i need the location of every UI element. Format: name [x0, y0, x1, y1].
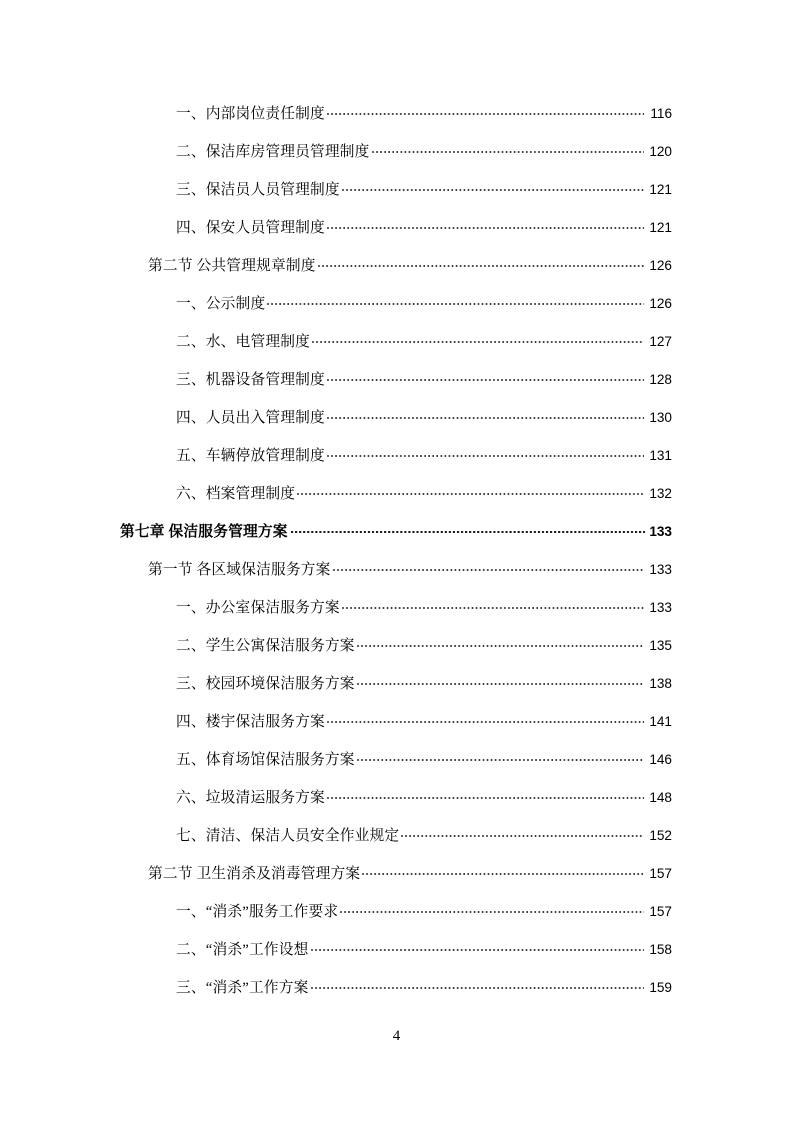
toc-entry-page-number: 121: [649, 182, 672, 197]
dot-leader: [267, 294, 644, 308]
toc-entry-item[interactable]: [120, 750, 672, 788]
dot-leader: [311, 940, 644, 954]
dot-leader: [291, 522, 645, 536]
dot-leader: [357, 750, 644, 764]
toc-entry-page-number: 130: [649, 410, 672, 425]
toc-entry-title: 第二节 公共管理规章制度: [148, 258, 316, 274]
toc-entry-item[interactable]: [120, 636, 672, 674]
toc-entry-page-number: 133: [649, 562, 672, 577]
dot-leader: [327, 218, 644, 232]
toc-entry-title: 六、垃圾清运服务方案: [176, 790, 325, 806]
toc-entry-title: 一、办公室保洁服务方案: [176, 600, 340, 616]
toc-entry-title: 第二节 卫生消杀及消毒管理方案: [148, 866, 361, 882]
dot-leader: [357, 674, 644, 688]
toc-entry-title: 四、保安人员管理制度: [176, 220, 325, 236]
toc-entry-title: 六、档案管理制度: [176, 486, 296, 502]
toc-entry-page-number: 138: [649, 676, 672, 691]
toc-entry-chapter[interactable]: [120, 522, 672, 560]
dot-leader: [362, 864, 644, 878]
toc-entry-page-number: 126: [649, 296, 672, 311]
toc-entry-page-number: 158: [649, 942, 672, 957]
dot-leader: [318, 256, 644, 270]
toc-entry-title: 二、保洁库房管理员管理制度: [176, 144, 370, 160]
dot-leader: [327, 370, 644, 384]
toc-entry-item[interactable]: [120, 826, 672, 864]
toc-entry-title: 一、内部岗位责任制度: [176, 106, 325, 122]
dot-leader: [312, 332, 644, 346]
toc-entry-title: 二、学生公寓保洁服务方案: [176, 638, 355, 654]
toc-entry-title: 二、水、电管理制度: [176, 334, 310, 350]
toc-entry-title: 四、人员出入管理制度: [176, 410, 325, 426]
toc-entry-title: 五、体育场馆保洁服务方案: [176, 752, 355, 768]
dot-leader: [327, 712, 644, 726]
toc-entry-item[interactable]: [120, 598, 672, 636]
table-of-contents: [120, 104, 672, 1016]
toc-entry-title: 四、楼宇保洁服务方案: [176, 714, 325, 730]
toc-entry-section[interactable]: [120, 560, 672, 598]
toc-entry-page-number: 121: [649, 220, 672, 235]
toc-entry-title: 三、校园环境保洁服务方案: [176, 676, 355, 692]
dot-leader: [401, 826, 644, 840]
toc-entry-item[interactable]: [120, 902, 672, 940]
toc-entry-page-number: 127: [649, 334, 672, 349]
toc-entry-title: 五、车辆停放管理制度: [176, 448, 325, 464]
toc-entry-page-number: 146: [649, 752, 672, 767]
toc-entry-title: 一、“消杀”服务工作要求: [176, 904, 339, 920]
toc-entry-title: 七、清洁、保洁人员安全作业规定: [176, 828, 400, 844]
toc-entry-page-number: 135: [649, 638, 672, 653]
toc-entry-item[interactable]: [120, 408, 672, 446]
toc-entry-item[interactable]: [120, 370, 672, 408]
toc-entry-page-number: 141: [649, 714, 672, 729]
toc-entry-item[interactable]: [120, 674, 672, 712]
toc-entry-item[interactable]: [120, 940, 672, 978]
toc-entry-section[interactable]: [120, 864, 672, 902]
toc-entry-page-number: 159: [649, 980, 672, 995]
toc-entry-item[interactable]: [120, 294, 672, 332]
toc-entry-page-number: 116: [650, 106, 672, 121]
toc-entry-page-number: 128: [649, 372, 672, 387]
toc-entry-item[interactable]: [120, 978, 672, 1016]
toc-entry-item[interactable]: [120, 142, 672, 180]
toc-entry-item[interactable]: [120, 332, 672, 370]
toc-entry-page-number: 132: [649, 486, 672, 501]
toc-entry-page-number: 133: [649, 524, 672, 539]
toc-entry-section[interactable]: [120, 256, 672, 294]
toc-entry-title: 三、机器设备管理制度: [176, 372, 325, 388]
dot-leader: [327, 446, 644, 460]
toc-entry-item[interactable]: [120, 180, 672, 218]
dot-leader: [357, 636, 644, 650]
dot-leader: [333, 560, 644, 574]
toc-entry-page-number: 148: [649, 790, 672, 805]
toc-entry-page-number: 126: [649, 258, 672, 273]
toc-entry-title: 第一节 各区域保洁服务方案: [148, 562, 331, 578]
toc-entry-page-number: 131: [649, 448, 672, 463]
dot-leader: [297, 484, 644, 498]
toc-entry-page-number: 157: [649, 904, 672, 919]
toc-entry-item[interactable]: [120, 484, 672, 522]
toc-entry-page-number: 152: [649, 828, 672, 843]
toc-entry-item[interactable]: [120, 712, 672, 750]
toc-entry-page-number: 120: [649, 144, 672, 159]
toc-entry-item[interactable]: [120, 104, 672, 142]
dot-leader: [340, 902, 644, 916]
toc-entry-item[interactable]: [120, 446, 672, 484]
toc-entry-item[interactable]: [120, 788, 672, 826]
toc-entry-page-number: 133: [649, 600, 672, 615]
toc-entry-page-number: 157: [649, 866, 672, 881]
toc-entry-title: 三、“消杀”工作方案: [176, 980, 309, 996]
toc-entry-title: 二、“消杀”工作设想: [176, 942, 309, 958]
dot-leader: [327, 104, 644, 118]
toc-entry-title: 三、保洁员人员管理制度: [176, 182, 340, 198]
toc-entry-title: 一、公示制度: [176, 296, 266, 312]
footer-page-number: 4: [392, 1028, 401, 1044]
toc-entry-title: 第七章 保洁服务管理方案: [120, 524, 288, 540]
dot-leader: [342, 598, 644, 612]
dot-leader: [327, 788, 644, 802]
dot-leader: [342, 180, 644, 194]
dot-leader: [327, 408, 644, 422]
dot-leader: [311, 978, 644, 992]
dot-leader: [372, 142, 644, 156]
toc-entry-item[interactable]: [120, 218, 672, 256]
page-footer: [0, 1028, 793, 1045]
